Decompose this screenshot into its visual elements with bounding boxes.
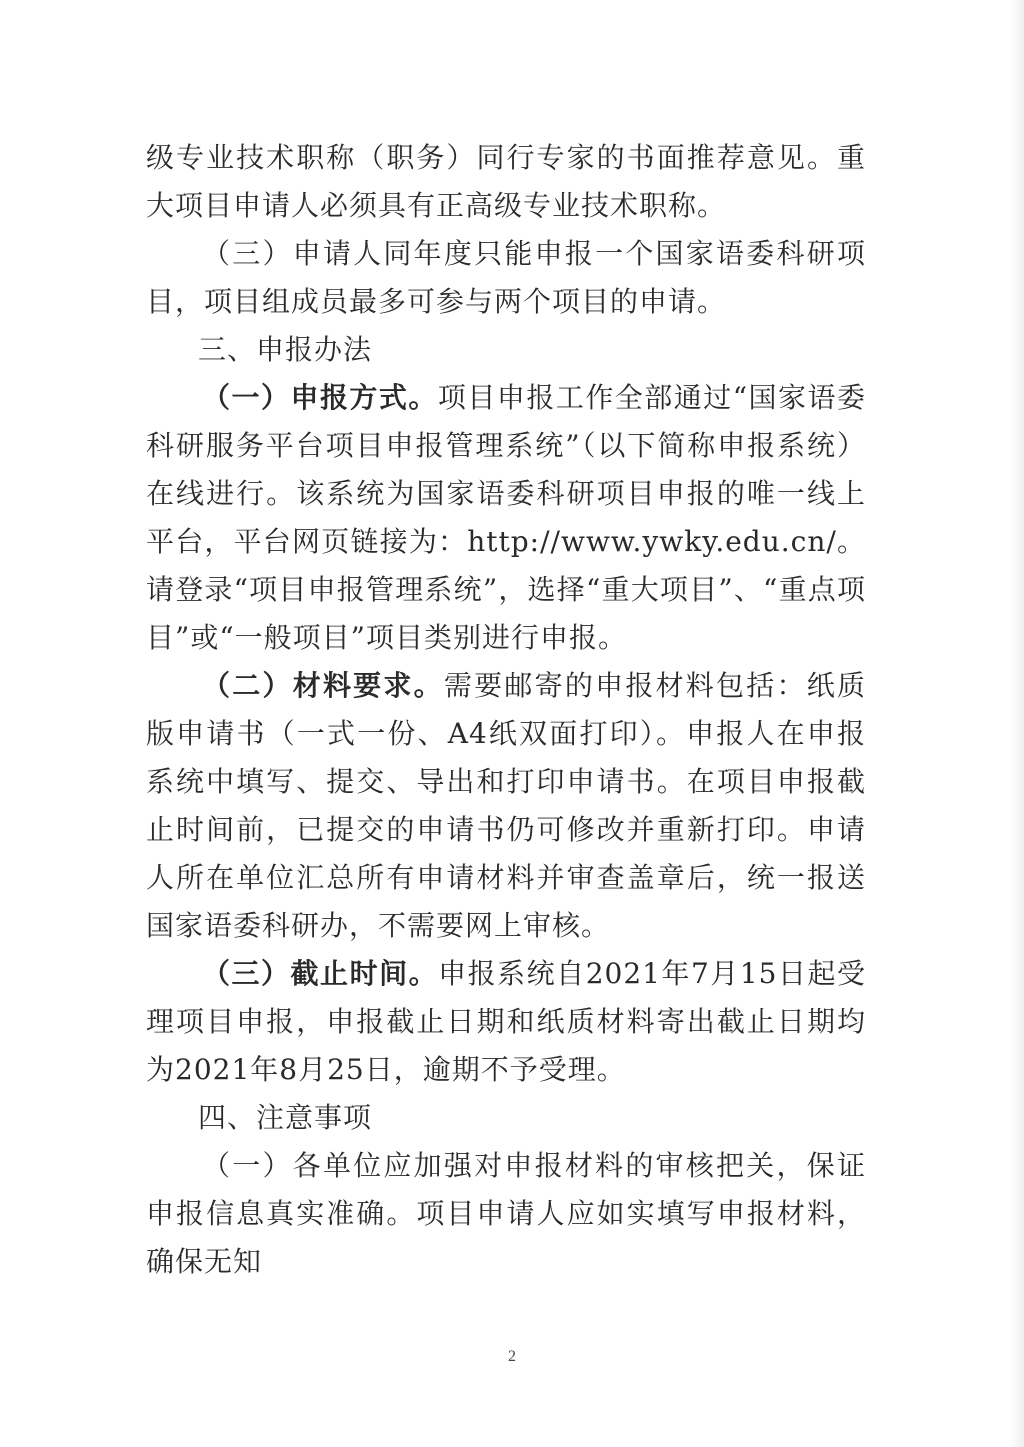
- paragraph-text: 需要邮寄的申报材料包括：纸质版申请书（一式一份、A4纸双面打印）。申报人在申报系统中填写、提交、导出和打印申请书。在项目申报截止时间前，已提交的申请书仍可修改并重新打印。申请人所在单位汇总所有申请材料并审查盖章后，统一报送国家语委科研办，不需要网上审核。: [146, 669, 866, 942]
- section-heading-4: 四、注意事项: [198, 1101, 373, 1134]
- paragraph-lead-bold: （二）材料要求。: [202, 669, 444, 702]
- paragraph-item-3: （三）申请人同年度只能申报一个国家语委科研项目，项目组成员最多可参与两个项目的申请。: [146, 237, 866, 318]
- paragraph-lead-bold: （三）截止时间。: [202, 957, 439, 990]
- paragraph-text: 项目申报工作全部通过“国家语委科研服务平台项目申报管理系统”（以下简称申报系统）在线进行。该系统为国家语委科研项目申报的唯一线上平台，平台网页链接为：http://www.ywky.edu.cn/。请登录“项目申报管理系统”，选择“重大项目”、“重点项目”或“一般项目”项目类别进行申报。: [146, 381, 866, 654]
- page-edge: [1010, 0, 1024, 1447]
- paragraph-lead-bold: （一）申报方式。: [202, 381, 438, 414]
- document-body: [146, 134, 866, 1286]
- paragraph-continued: 级专业技术职称（职务）同行专家的书面推荐意见。重大项目申请人必须具有正高级专业技术职称。: [146, 141, 866, 222]
- section-heading-3: 三、申报办法: [198, 333, 373, 366]
- paragraph-text: 申报系统自2021年7月15日起受理项目申报，申报截止日期和纸质材料寄出截止日期均为2021年8月25日，逾期不予受理。: [146, 957, 866, 1086]
- paragraph-notes-1: （一）各单位应加强对申报材料的审核把关，保证申报信息真实准确。项目申请人应如实填写申报材料，确保无知: [146, 1149, 866, 1278]
- paragraph-deadline: [146, 950, 866, 1094]
- paragraph-material-requirements: [146, 662, 866, 950]
- paragraph-application-method: [146, 374, 866, 662]
- page-number: 2: [508, 1348, 516, 1365]
